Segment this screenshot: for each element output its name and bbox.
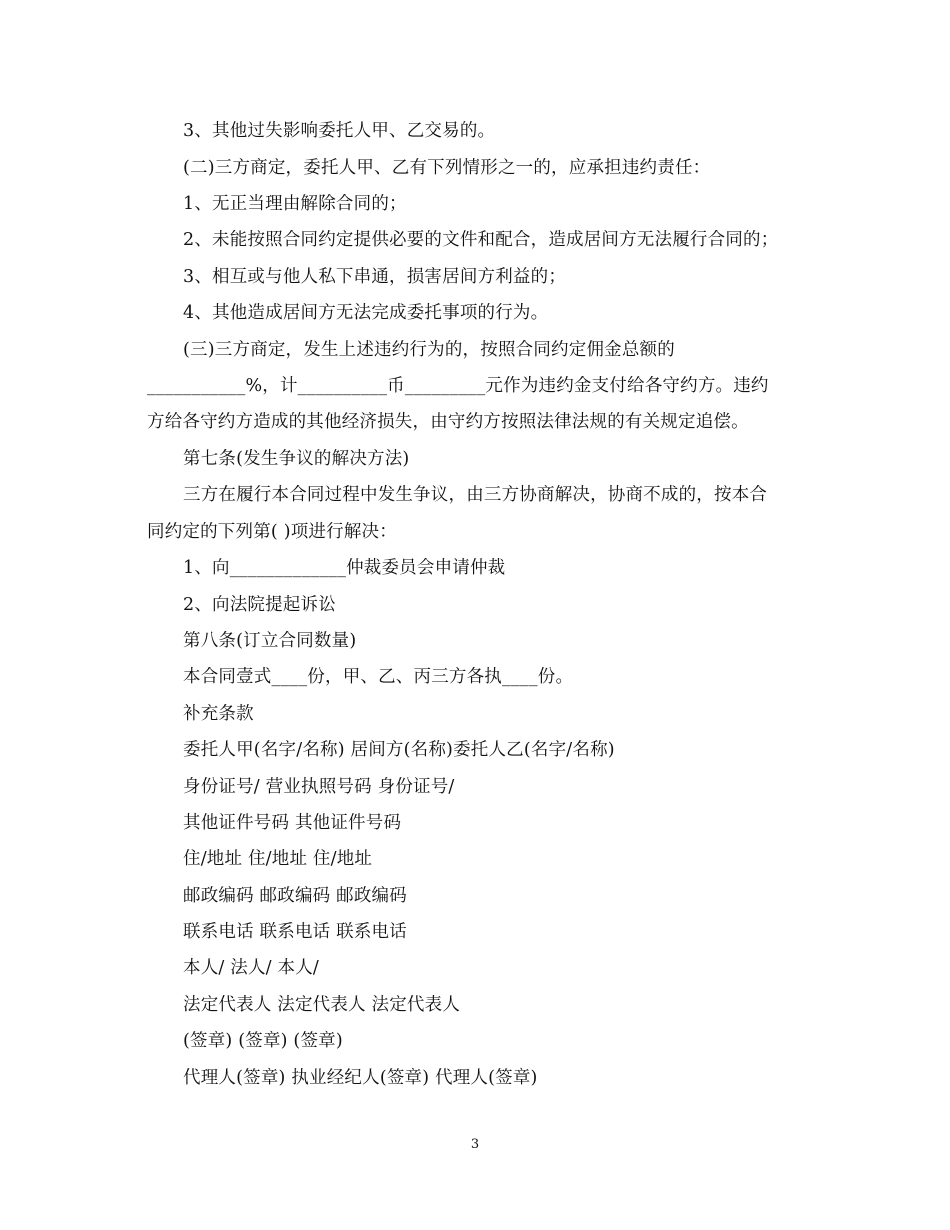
signature-field-line: 住/地址 住/地址 住/地址 — [183, 849, 373, 869]
signature-field-line: 邮政编码 邮政编码 邮政编码 — [183, 886, 407, 906]
section-heading: 补充条款 — [183, 704, 254, 724]
signature-field-line: 联系电话 联系电话 联系电话 — [183, 922, 407, 942]
clause-line: (三)三方商定，发生上述违约行为的，按照合同约定佣金总额的 — [183, 340, 675, 360]
clause-line: (二)三方商定，委托人甲、乙有下列情形之一的，应承担违约责任： — [183, 158, 711, 178]
article-heading: 第八条(订立合同数量) — [183, 631, 357, 651]
clause-line: 本合同壹式____份，甲、乙、丙三方各执____份。 — [183, 667, 574, 687]
signature-field-line: 其他证件号码 其他证件号码 — [183, 813, 402, 833]
clause-line: 1、无正当理由解除合同的； — [183, 194, 407, 214]
signature-field-line: (签章) (签章) (签章) — [183, 1031, 343, 1051]
article-heading: 第七条(发生争议的解决方法) — [183, 449, 410, 469]
clause-line: 3、相互或与他人私下串通，损害居间方利益的； — [183, 267, 567, 287]
page-number: 3 — [470, 1137, 480, 1152]
clause-line: 方给各守约方造成的其他经济损失，由守约方按照法律法规的有关规定追偿。 — [147, 412, 749, 432]
clause-line: 3、其他过失影响委托人甲、乙交易的。 — [183, 121, 496, 141]
clause-line: 1、向_____________仲裁委员会申请仲裁 — [183, 558, 506, 578]
clause-line: 2、向法院提起诉讼 — [183, 595, 336, 615]
clause-line: 4、其他造成居间方无法完成委托事项的行为。 — [183, 303, 549, 323]
signature-field-line: 身份证号/ 营业执照号码 身份证号/ — [183, 777, 455, 797]
signature-field-line: 委托人甲(名字/名称) 居间方(名称)委托人乙(名字/名称) — [183, 740, 615, 760]
clause-line: ___________%，计__________币_________元作为违约金支付给各守约方。违约 — [147, 376, 769, 396]
clause-line: 三方在履行本合同过程中发生争议，由三方协商解决，协商不成的，按本合 — [183, 485, 768, 505]
signature-field-line: 法定代表人 法定代表人 法定代表人 — [183, 995, 461, 1015]
signature-field-line: 代理人(签章) 执业经纪人(签章) 代理人(签章) — [183, 1068, 538, 1088]
signature-field-line: 本人/ 法人/ 本人/ — [183, 958, 320, 978]
clause-line: 2、未能按照合同约定提供必要的文件和配合，造成居间方无法履行合同的； — [183, 230, 779, 250]
clause-line: 同约定的下列第( )项进行解决： — [147, 522, 397, 542]
